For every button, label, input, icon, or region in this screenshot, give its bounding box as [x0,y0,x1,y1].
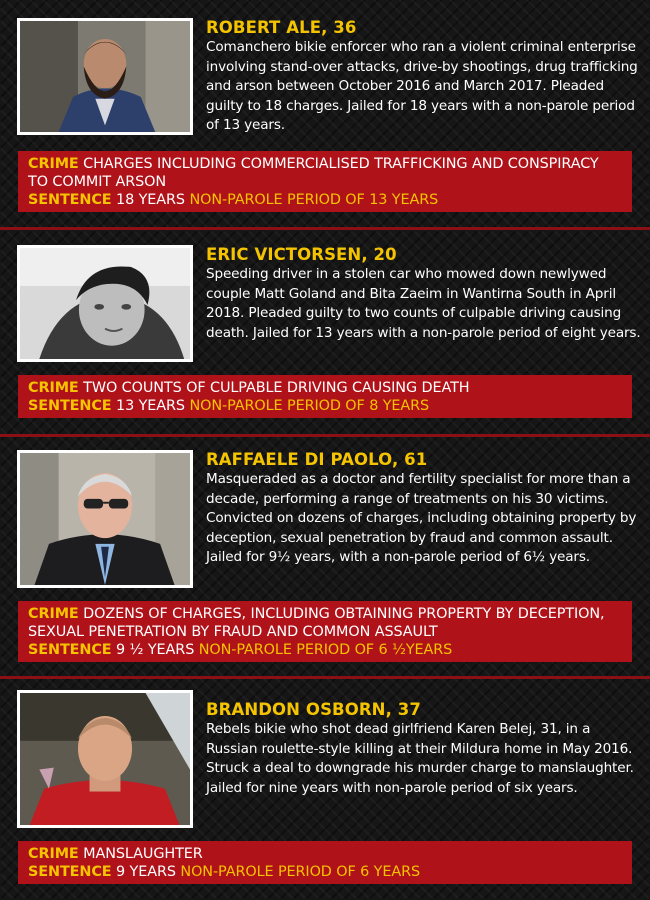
mugshot-photo [17,450,193,588]
crime-sentence-band [18,151,632,212]
crime-line [28,845,622,863]
mugshot-photo [17,245,193,362]
sentence-label: SENTENCE [28,192,112,208]
crime-sentence-band [18,601,632,662]
sentence-line [28,397,622,415]
offender-description: Rebels bikie who shot dead girlfriend Karen Belej, 31, in a Russian roulette-style killing at their Mildura home in May 2016. Struck a deal to downgrade his murder charge to manslaughter. Jailed for nine years with non-parole period of six years. [206,721,634,796]
crime-sentence-band [18,375,632,418]
sentence-text: 13 YEARS [116,398,185,414]
sentence-line [28,863,622,881]
sentence-line [28,641,622,659]
parole-text: NON-PAROLE PERIOD OF 6 ½YEARS [198,642,453,658]
sentence-text: 9 YEARS [116,864,176,880]
divider [0,434,650,437]
offender-name: ERIC VICTORSEN, 20 [206,245,397,264]
offender-description: Speeding driver in a stolen car who mowed down newlywed couple Matt Goland and Bita Zaeim in Wantirna South in April 2018. Pleaded guilty to two counts of culpable driving causing death. Jailed for 13 years with a non-parole period of eight years. [206,266,641,341]
sentence-line [28,191,622,209]
mugshot-photo [17,690,193,828]
sentence-label: SENTENCE [28,398,112,414]
parole-text: NON-PAROLE PERIOD OF 13 YEARS [189,192,439,208]
offender-description: Comanchero bikie enforcer who ran a violent criminal enterprise involving stand-over attacks, drive-by shootings, drug trafficking and arson between October 2016 and March 2017. Pleaded guilty to 18 charges. Jailed for 18 years with a non-parole period of 13 years. [206,39,638,133]
crime-sentence-band [18,841,632,884]
offender-name: BRANDON OSBORN, 37 [206,700,421,719]
crime-line [28,605,622,641]
crime-text: TWO COUNTS OF CULPABLE DRIVING CAUSING DEATH [83,380,470,396]
offender-name: ROBERT ALE, 36 [206,18,357,37]
crime-text: CHARGES INCLUDING COMMERCIALISED TRAFFICKING AND CONSPIRACY TO COMMIT ARSON [28,156,599,190]
crime-label: CRIME [28,156,79,172]
crime-line [28,379,622,397]
divider [0,227,650,230]
bio [206,245,642,343]
crime-label: CRIME [28,606,79,622]
bio [206,450,642,568]
sentence-label: SENTENCE [28,642,112,658]
offender-name: RAFFAELE DI PAOLO, 61 [206,450,428,469]
crime-text: MANSLAUGHTER [83,846,203,862]
crime-label: CRIME [28,846,79,862]
sentence-text: 18 YEARS [116,192,185,208]
offender-description: Masqueraded as a doctor and fertility specialist for more than a decade, performing a range of treatments on his 30 victims. Convicted on dozens of charges, including obtaining property by deception, sexual penetration by fraud and common assault. Jailed for 9½ years, with a non-parole period of 6½ years. [206,471,637,565]
sentence-text: 9 ½ YEARS [116,642,195,658]
parole-text: NON-PAROLE PERIOD OF 8 YEARS [189,398,430,414]
mugshot-photo [17,18,193,135]
parole-text: NON-PAROLE PERIOD OF 6 YEARS [180,864,421,880]
divider [0,676,650,679]
bio [206,700,642,798]
crime-line [28,155,622,191]
bio [206,18,642,136]
crime-text: DOZENS OF CHARGES, INCLUDING OBTAINING PROPERTY BY DECEPTION, SEXUAL PENETRATION BY FRAUD AND COMMON ASSAULT [28,606,605,640]
crime-label: CRIME [28,380,79,396]
sentence-label: SENTENCE [28,864,112,880]
